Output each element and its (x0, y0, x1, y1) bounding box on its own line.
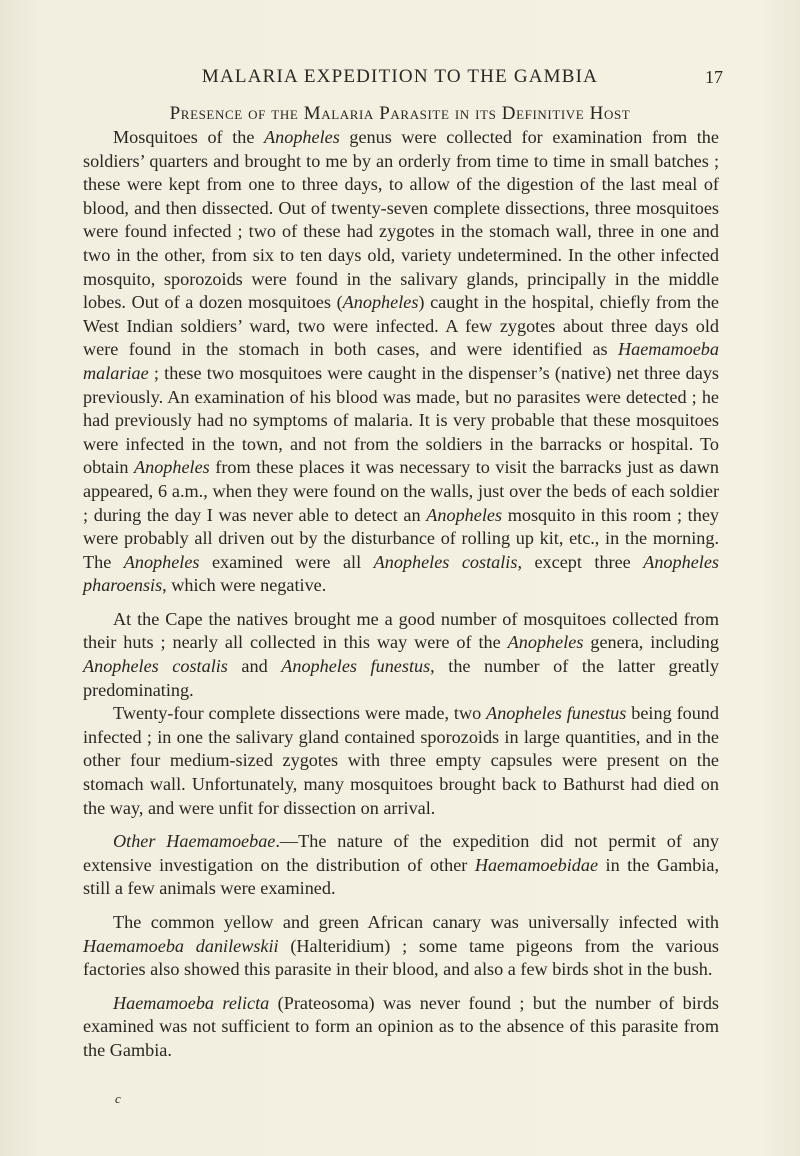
text-run: .—The nature of the expedition did not permit of any extensive investigation on the distribution of other (83, 831, 719, 875)
section-heading: Presence of the Malaria Parasite in its Definitive Host (169, 103, 631, 124)
text-run: The common yellow and green African canary was universally infected with (113, 912, 719, 932)
paragraph (83, 830, 719, 901)
text-run: genera, including (583, 632, 719, 653)
text-run: , the number of the latter greatly predominating. (83, 656, 719, 700)
text-run: , except three (517, 551, 644, 572)
paragraph (83, 992, 719, 1063)
signature-mark: c (115, 1091, 121, 1106)
text-run: Mosquitoes of the (113, 127, 265, 147)
italic-text-run: Anopheles (426, 504, 503, 525)
italic-text-run: Anopheles costalis (373, 551, 518, 572)
italic-text-run: Anopheles pharoensis (83, 551, 719, 596)
italic-text-run: Haemamoebidae (474, 854, 599, 875)
text-run: Twenty-four complete dissections were made, two (113, 703, 487, 724)
text-run: ; these two mosquitoes were caught in the dispenser’s (native) net three days previously. An examination of his blood was made, but no parasites were detected ; he had previously had no symptoms of malaria. It is very probable that these mosquitoes were infected in the town, and not from the soldiers in the barracks or hospital. To obtain (83, 362, 719, 478)
italic-text-run: Anopheles (507, 632, 584, 653)
text-run: (Halteridium) ; some tame pigeons from the various factories also showed this parasite in their blood, and also a few birds shot in the bush. (83, 935, 719, 980)
text-run: being found infected ; in one the salivary gland contained sporozoids in large quantities, and in the other four medium-sized zygotes with three empty capsules were present on the stomach wall. Unfortunately, many mosquitoes brought back to Bathurst had died on the way, and were unfit for dissection on arrival. (83, 703, 719, 818)
italic-text-run: Haemamoeba malariae (83, 339, 719, 383)
text-run: At the Cape the natives brought me a good number of mosquitoes collected from their huts ; nearly all collected in this way were of the (83, 608, 719, 653)
italic-text-run: Other Haemamoebae (113, 831, 276, 852)
body-text (83, 126, 719, 1063)
italic-text-run: Anopheles (123, 551, 200, 572)
italic-text-run: Anopheles (264, 127, 340, 147)
page-number: 17 (705, 67, 723, 87)
italic-text-run: Anopheles funestus (281, 656, 431, 677)
text-run: genus were collected for examination from the soldiers’ quarters and brought to me by an orderly from time to time in small batches ; these were kept from one to three days, to allow of the digestion of the last meal of blood, and then dissected. Out of twenty-seven complete dissections, three mosquitoes were found infected ; two of these had zygotes in the stomach wall, three in one and two in the other, from six to ten days old, variety undetermined. In the other infected mosquito, sporozoids were found in the salivary glands, principally in the middle lobes. Out of a dozen mosquitoes ( (83, 127, 719, 313)
text-run: ) caught in the hospital, chiefly from the West Indian soldiers’ ward, two were infected. A few zygotes about three days old were found in the stomach in both cases, and were identified as (83, 292, 720, 360)
italic-text-run: Haemamoeba danilewskii (83, 935, 279, 956)
text-run: examined were all (199, 551, 374, 572)
text-run: mosquito in this room ; they were probably all driven out by the disturbance of rolling up kit, etc., in the morning. The (83, 504, 719, 572)
paragraph (83, 702, 719, 820)
italic-text-run: Anopheles (134, 457, 210, 478)
text-run: from these places it was necessary to visit the barracks just as dawn appeared, 6 a.m., when they were found on the walls, just over the beds of each soldier ; during the day I was never able to detect an (83, 457, 719, 525)
italic-text-run: Anopheles funestus (486, 703, 627, 724)
text-run: and (227, 656, 282, 677)
paragraph (83, 911, 719, 982)
running-title: MALARIA EXPEDITION TO THE GAMBIA (201, 66, 599, 87)
text-run: (Prateosoma) was never found ; but the number of birds examined was not sufficient to form an opinion as to the absence of this parasite from the Gambia. (83, 992, 719, 1060)
italic-text-run: Haemamoeba relicta (113, 992, 270, 1013)
paragraph (83, 126, 719, 598)
text-run: , which were negative. (162, 575, 327, 596)
italic-text-run: Anopheles costalis (83, 656, 228, 677)
paragraph (83, 608, 719, 702)
running-head (0, 66, 800, 90)
text-run: in the Gambia, still a few animals were examined. (83, 854, 719, 899)
italic-text-run: Anopheles (342, 292, 419, 313)
